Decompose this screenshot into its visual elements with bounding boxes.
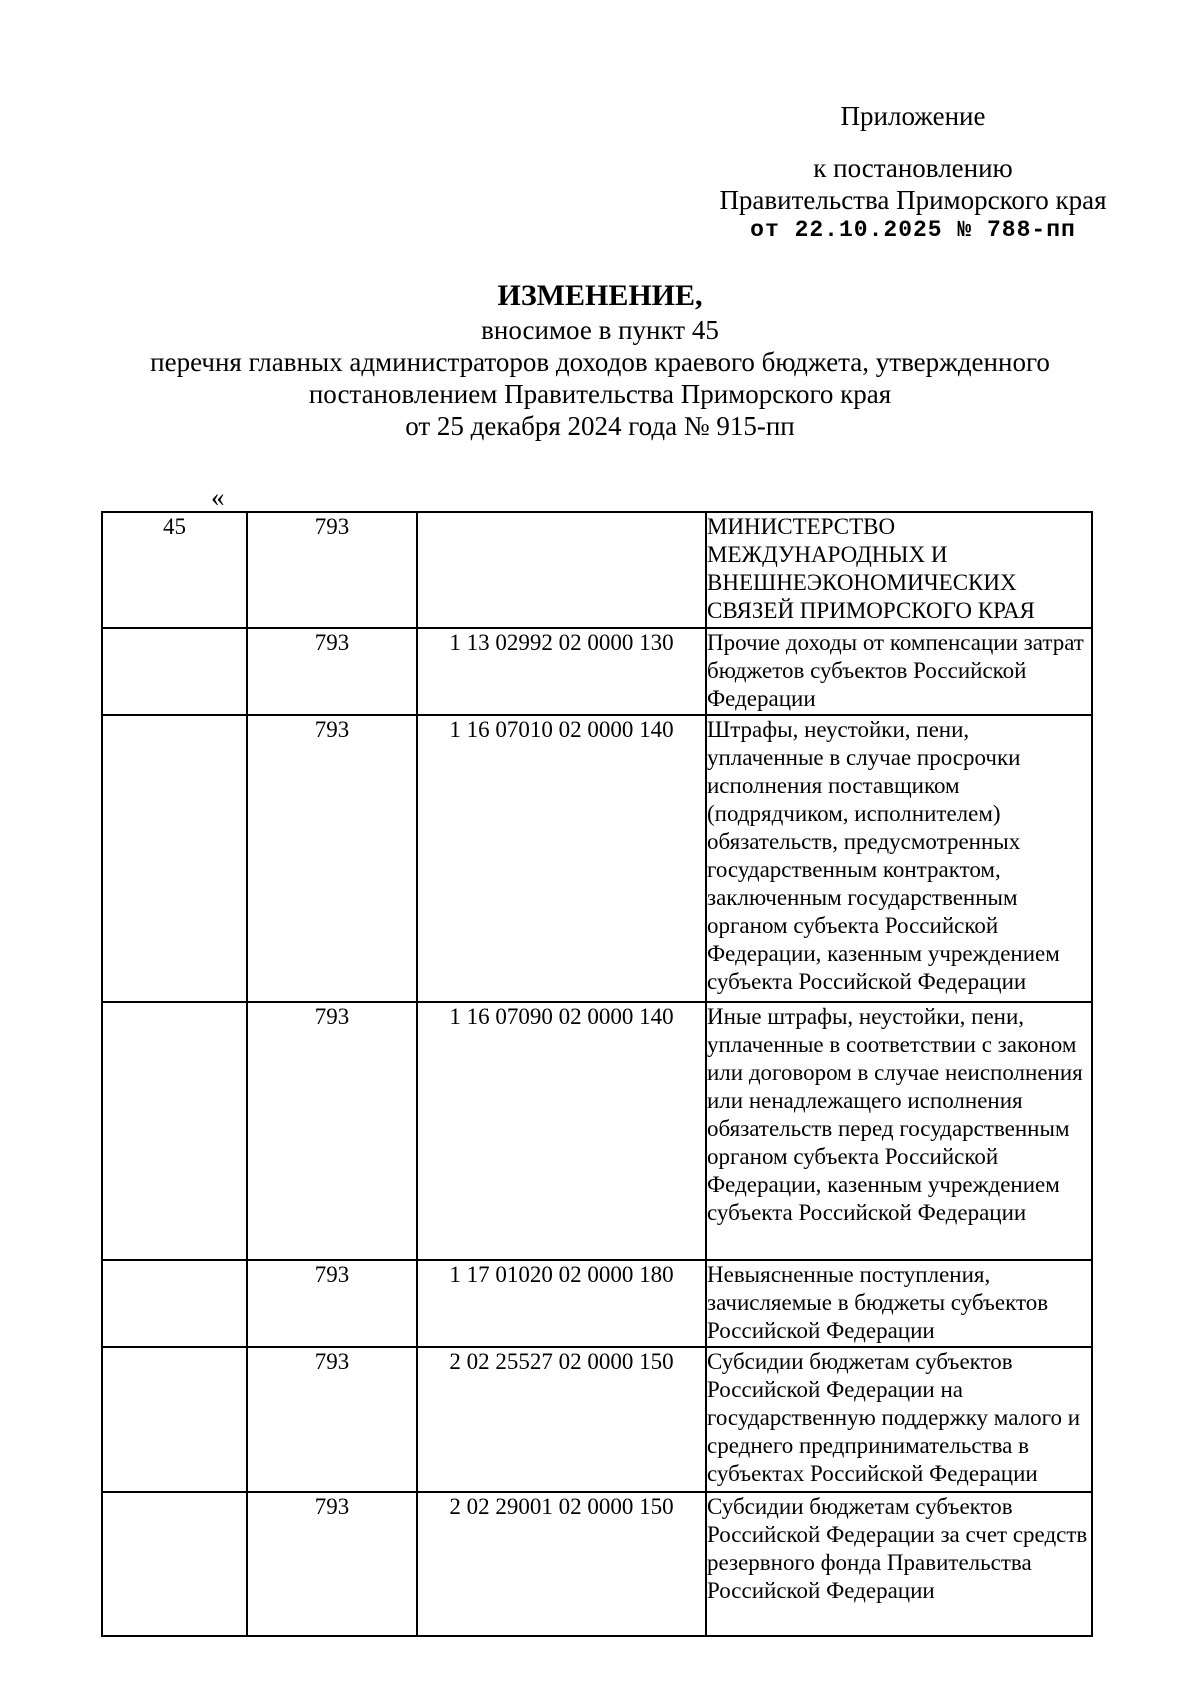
revenue-name-cell: Штрафы, неустойки, пени, уплаченные в случае просрочки исполнения поставщиком (подрядчиком, исполнителем) обязательств, предусмотренных государственным контрактом, заключенным государственным органом субъекта Российской Федерации, казенным учреждением субъекта Российской Федерации [706, 715, 1092, 1002]
admin-code-cell: 793 [247, 628, 417, 715]
table-row [102, 628, 1092, 715]
table-row [102, 1347, 1092, 1492]
admin-code-cell: 793 [247, 512, 417, 628]
heading-title: ИЗМЕНЕНИЕ, [497, 279, 703, 312]
admin-code-cell: 793 [247, 1347, 417, 1492]
table-row [102, 1002, 1092, 1260]
heading-line-3: постановлением Правительства Приморского края [308, 379, 892, 409]
row-number-cell: 45 [102, 512, 247, 628]
appendix-block [703, 100, 1123, 244]
revenue-administrators-table [101, 511, 1093, 1637]
appendix-line-2: Правительства Приморского края [719, 185, 1107, 215]
row-number-cell [102, 1492, 247, 1636]
heading-line-2: перечня главных администраторов доходов краевого бюджета, утвержденного [150, 347, 1050, 377]
document-heading [100, 278, 1100, 442]
revenue-code-cell: 2 02 25527 02 0000 150 [417, 1347, 706, 1492]
revenue-code-cell: 2 02 29001 02 0000 150 [417, 1492, 706, 1636]
opening-quote: « [211, 482, 225, 512]
row-number-cell [102, 715, 247, 1002]
appendix-title: Приложение [840, 101, 986, 131]
admin-code-cell: 793 [247, 1002, 417, 1260]
row-number-cell [102, 1347, 247, 1492]
heading-line-1: вносимое в пункт 45 [481, 315, 719, 345]
revenue-code-cell: 1 16 07090 02 0000 140 [417, 1002, 706, 1260]
revenue-name-cell: Иные штрафы, неустойки, пени, уплаченные в соответствии с законом или договором в случае неисполнения или ненадлежащего исполнения обязательств перед государственным органом субъекта Российской Федерации, казенным учреждением субъекта Российской Федерации [706, 1002, 1092, 1260]
admin-code-cell: 793 [247, 1492, 417, 1636]
row-number-cell [102, 1002, 247, 1260]
revenue-code-cell: 1 16 07010 02 0000 140 [417, 715, 706, 1002]
admin-code-cell: 793 [247, 715, 417, 1002]
table-body [102, 512, 1092, 1636]
admin-code-cell: 793 [247, 1260, 417, 1347]
appendix-line-1: к постановлению [813, 153, 1013, 183]
table-row [102, 512, 1092, 628]
revenue-name-cell: Прочие доходы от компенсации затрат бюджетов субъектов Российской Федерации [706, 628, 1092, 715]
table-row [102, 1260, 1092, 1347]
revenue-name-cell: Субсидии бюджетам субъектов Российской Федерации за счет средств резервного фонда Правительства Российской Федерации [706, 1492, 1092, 1636]
row-number-cell [102, 628, 247, 715]
revenue-name-cell: Субсидии бюджетам субъектов Российской Федерации на государственную поддержку малого и среднего предпринимательства в субъектах Российской Федерации [706, 1347, 1092, 1492]
heading-line-4: от 25 декабря 2024 года № 915-пп [405, 411, 795, 441]
row-number-cell [102, 1260, 247, 1347]
revenue-name-cell: МИНИСТЕРСТВО МЕЖДУНАРОДНЫХ И ВНЕШНЕЭКОНОМИЧЕСКИХ СВЯЗЕЙ ПРИМОРСКОГО КРАЯ [706, 512, 1092, 628]
revenue-code-cell: 1 17 01020 02 0000 180 [417, 1260, 706, 1347]
table-row [102, 1492, 1092, 1636]
appendix-stamp: от 22.10.2025 № 788-пп [750, 217, 1076, 243]
revenue-name-cell: Невыясненные поступления, зачисляемые в бюджеты субъектов Российской Федерации [706, 1260, 1092, 1347]
revenue-code-cell [417, 512, 706, 628]
revenue-code-cell: 1 13 02992 02 0000 130 [417, 628, 706, 715]
table-row [102, 715, 1092, 1002]
